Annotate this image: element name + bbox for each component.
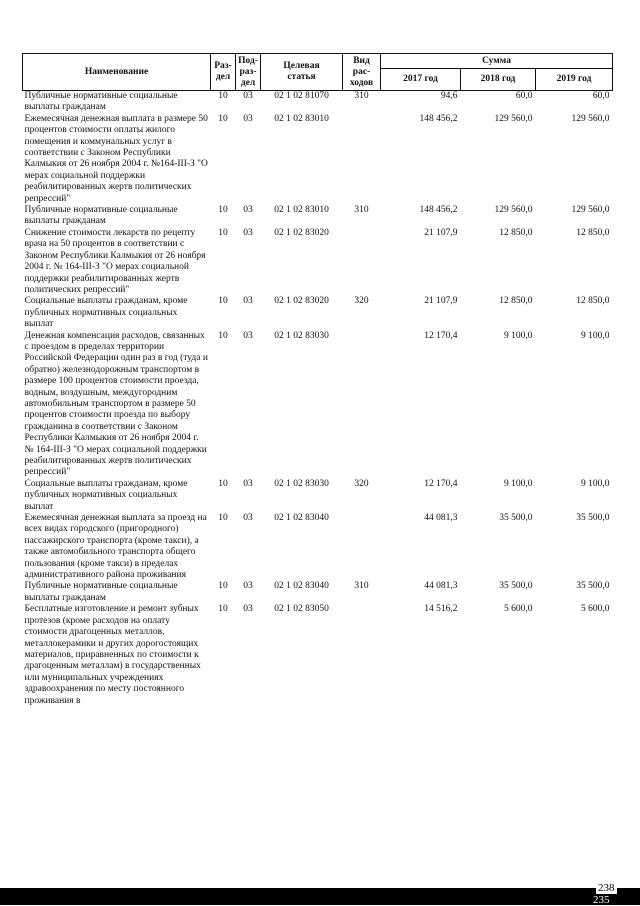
cell-cs: 02 1 02 83050 [274, 604, 329, 615]
table-row [23, 331, 613, 479]
cell-name: Бесплатные изготовление и ремонт зубных протезов (кроме расходов на оплату стоимости драгоценных металлов, металлокерамики и других дорогостоящих материалов, приравненных по стоимости к драгоценным металлам) в государственных или муниципальных учреждениях здравоохранения по месту постоянного проживания в [24, 604, 201, 706]
table-row [23, 479, 613, 513]
cell-s2017: 21 107,9 [424, 296, 458, 307]
cell-name: Ежемесячная денежная выплата за проезд на всех видах городского (пригородного) пассажирского транспорта (кроме такси), а также автомобильного транспорта общего пользования (кроме такси) в пределах административного района проживания [24, 513, 207, 581]
cell-cs: 02 1 02 83030 [274, 330, 329, 341]
col-header-razdel: Раз- дел [211, 54, 236, 91]
cell-s2019: 12 850,0 [576, 227, 610, 238]
col-header-2017: 2017 год [381, 69, 461, 91]
cell-cs: 02 1 02 83010 [274, 205, 329, 216]
cell-s2019: 129 560,0 [571, 205, 610, 216]
table-row [23, 604, 613, 707]
cell-s2018: 12 850,0 [499, 227, 533, 238]
cell-s2019: 5 600,0 [581, 604, 610, 615]
cell-s2017: 12 170,4 [424, 478, 458, 489]
col-header-2018: 2018 год [461, 69, 536, 91]
cell-vr [343, 604, 381, 707]
page-footer-bar [0, 888, 640, 905]
cell-pr: 03 [243, 113, 253, 124]
cell-cs: 02 1 02 81070 [261, 91, 343, 114]
cell-pr: 03 [243, 296, 253, 307]
cell-vr: 310 [343, 91, 381, 114]
cell-s2018: 60,0 [461, 91, 536, 114]
cell-s2019: 35 500,0 [576, 513, 610, 524]
cell-s2017: 148 456,2 [419, 205, 458, 216]
cell-vr: 320 [354, 296, 369, 307]
cell-rz: 10 [218, 581, 228, 592]
cell-cs: 02 1 02 83020 [274, 296, 329, 307]
cell-pr: 03 [243, 581, 253, 592]
cell-pr: 03 [236, 91, 261, 114]
cell-name: Публичные нормативные социальные выплаты гражданам [24, 581, 178, 603]
cell-vr [343, 331, 381, 479]
cell-name: Денежная компенсация расходов, связанных с проездом в пределах территории Российской Федерации один раз в год (туда и обратно) железнодорожным транспортом в размере 100 процентов стоимости проезда, водным, воздушным, междугородним автомобильным транспортом в размере 50 процентов стоимости проезда по выбору гражданина в соответствии с Законом Республики Калмыкия от 26 ноября 2004 г. № 164-III-З "О мерах социальной поддержки реабилитированных жертв политических репрессий" [24, 330, 208, 478]
cell-s2019: 35 500,0 [576, 581, 610, 592]
cell-name: Публичные нормативные социальные выплаты гражданам [23, 91, 211, 114]
budget-table [22, 53, 613, 707]
cell-cs: 02 1 02 83030 [274, 478, 329, 489]
cell-rz: 10 [218, 227, 228, 238]
cell-cs: 02 1 02 83010 [274, 113, 329, 124]
cell-s2019: 9 100,0 [581, 478, 610, 489]
cell-rz: 10 [218, 604, 228, 615]
cell-s2019: 12 850,0 [576, 296, 610, 307]
cell-name: Социальные выплаты гражданам, кроме публичных нормативных социальных выплат [24, 296, 188, 330]
cell-s2017: 148 456,2 [419, 113, 458, 124]
table-row [23, 114, 613, 205]
cell-rz: 10 [218, 513, 228, 524]
cell-vr [343, 114, 381, 205]
cell-name: Публичные нормативные социальные выплаты гражданам [24, 205, 178, 227]
cell-s2017: 21 107,9 [424, 227, 458, 238]
cell-vr: 310 [354, 205, 369, 216]
cell-name: Снижение стоимости лекарств по рецепту врача на 50 процентов в соответствии с Законом Республики Калмыкия от 26 ноября 2004 г. № 164-III-З "О мерах социальной поддержки реабилитированных жертв политических репрессий" [24, 227, 206, 295]
cell-cs: 02 1 02 83040 [274, 581, 329, 592]
cell-pr: 03 [243, 604, 253, 615]
col-header-target: Целевая статья [261, 54, 343, 91]
table-row [23, 228, 613, 296]
cell-vr [343, 228, 381, 296]
col-header-name: Наименование [23, 54, 211, 91]
cell-name: Ежемесячная денежная выплата в размере 50 процентов стоимости оплаты жилого помещения и коммунальных услуг в соответствии с Законом Республики Калмыкия от 26 ноября 2004 г. №164-III-З "О мерах социальной поддержки реабилитированных жертв политических репрессий" [24, 113, 208, 204]
budget-table-page [22, 53, 612, 707]
cell-pr: 03 [243, 513, 253, 524]
cell-s2018: 129 560,0 [494, 113, 533, 124]
col-header-2019: 2019 год [536, 69, 613, 91]
cell-s2018: 35 500,0 [499, 581, 533, 592]
page-number-top: 238 [598, 882, 615, 894]
cell-s2017: 44 081,3 [424, 581, 458, 592]
table-row [23, 296, 613, 330]
table-row [23, 91, 613, 114]
cell-name: Социальные выплаты гражданам, кроме публичных нормативных социальных выплат [24, 478, 188, 512]
table-row [23, 513, 613, 581]
cell-pr: 03 [243, 330, 253, 341]
cell-rz: 10 [218, 205, 228, 216]
cell-rz: 10 [218, 330, 228, 341]
cell-s2017: 14 516,2 [424, 604, 458, 615]
cell-rz: 10 [218, 113, 228, 124]
cell-rz: 10 [218, 296, 228, 307]
table-row [23, 205, 613, 228]
cell-cs: 02 1 02 83040 [274, 513, 329, 524]
cell-rz: 10 [218, 478, 228, 489]
table-row [23, 581, 613, 604]
cell-s2017: 44 081,3 [424, 513, 458, 524]
col-header-podrazdel: Под- раз- дел [236, 54, 261, 91]
cell-rz: 10 [211, 91, 236, 114]
cell-cs: 02 1 02 83020 [274, 227, 329, 238]
col-header-vid: Вид рас- ходов [343, 54, 381, 91]
cell-s2018: 35 500,0 [499, 513, 533, 524]
cell-s2019: 9 100,0 [581, 330, 610, 341]
table-body [23, 91, 613, 707]
cell-pr: 03 [243, 227, 253, 238]
cell-pr: 03 [243, 205, 253, 216]
cell-vr [343, 513, 381, 581]
page-number-bottom: 235 [593, 894, 610, 906]
cell-s2018: 9 100,0 [504, 330, 533, 341]
cell-s2019: 60,0 [536, 91, 613, 114]
cell-s2018: 5 600,0 [504, 604, 533, 615]
col-header-sum: Сумма [381, 54, 613, 69]
cell-s2018: 12 850,0 [499, 296, 533, 307]
cell-s2017: 94,6 [381, 91, 461, 114]
cell-pr: 03 [243, 478, 253, 489]
cell-s2018: 129 560,0 [494, 205, 533, 216]
cell-s2018: 9 100,0 [504, 478, 533, 489]
cell-s2019: 129 560,0 [571, 113, 610, 124]
cell-vr: 320 [354, 478, 369, 489]
cell-vr: 310 [354, 581, 369, 592]
cell-s2017: 12 170,4 [424, 330, 458, 341]
